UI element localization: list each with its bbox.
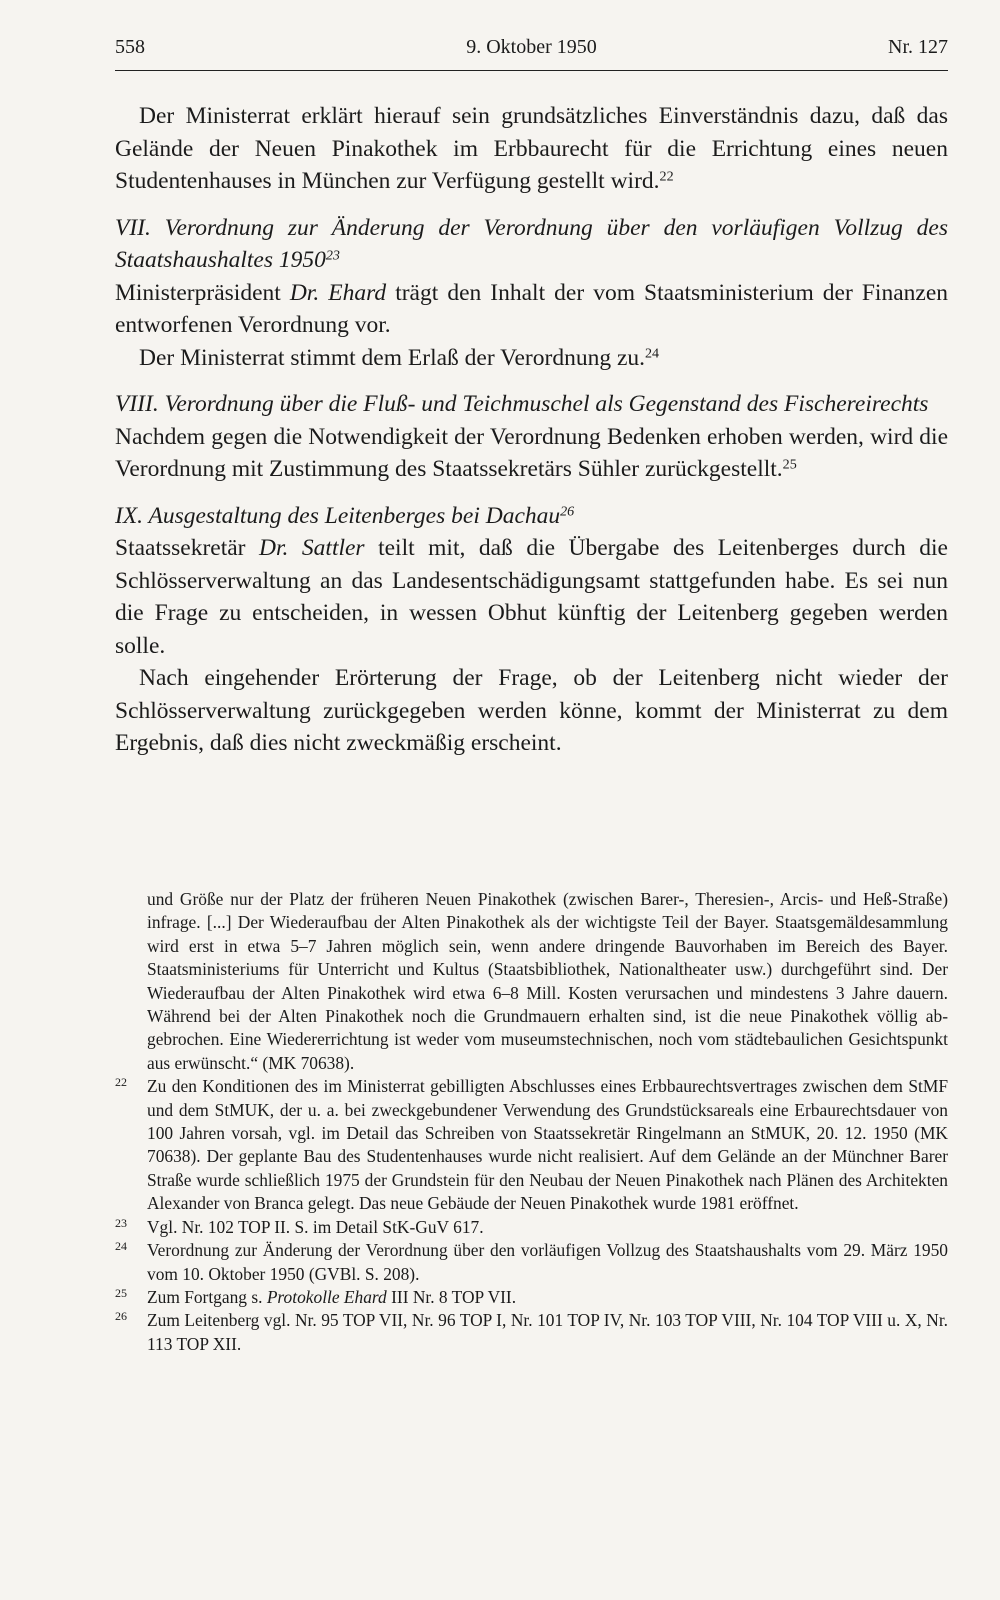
footnote-number: 24 — [115, 1239, 127, 1254]
footnote-continuation: und Größe nur der Platz der früheren Neuen Pinakothek (zwischen Barer-, Theresien-, Arcis- und Heß-Straße) infrage. [...] Der Wiederaufbau der Alten Pinakothek als der wichtigste Teil der Bayer. Staatsgemäldesammlung wird erst in etwa 5–7 Jahren möglich sein, wenn andere dringende Bauvorhaben im Bereich des Bayer. Staatsministeriums für Unterricht und Kultus (Staatsbibliothek, Nationaltheater usw.) durchgeführt sind. Der Wiederaufbau der Alten Pinakothek wird etwa 6–8 Mill. Kosten verursachen und mindestens 3 Jahre dauern. Während bei der Alten Pinakothek noch die Grundmauern erhalten sind, ist die neue Pinakothek völlig abgebrochen. Eine Wiedererrichtung ist weder vom museumstechnischen, noch vom städtebaulichen Gesichtspunkt aus erwünscht.“ (MK 70638). — [147, 889, 948, 1073]
paragraph: Nachdem gegen die Notwendigkeit der Verordnung Bedenken erhoben werden, wird die Verordnung mit Zustimmung des Staatssekretärs Sühler zurückgestellt.$^{25}$ — [115, 423, 948, 482]
paragraph: Ministerpräsident Dr. Ehard trägt den Inhalt der vom Staatsministerium der Finanzen entworfenen Verordnung vor. — [115, 279, 949, 338]
footnote-number: 22 — [115, 1075, 127, 1090]
work-title: Protokolle Ehard — [266, 1286, 387, 1307]
footnote-ref: 22 — [659, 168, 674, 185]
footnote-24: 24 Verordnung zur Änderung der Verordnung über den vorläufigen Vollzug des Staatshaushalts vom 29. März 1950 vom 10. Oktober 1950 (GVBl. S. 208). — [115, 1239, 948, 1286]
person-name: Dr. Sattler — [259, 535, 365, 561]
paragraph: Staatssekretär Dr. Sattler teilt mit, daß die Übergabe des Leitenberges durch die Schlösserverwaltung an das Landesentschädigungsamt stattgefunden habe. Es sei nun die Frage zu entscheiden, in wessen Obhut künftig der Leitenberg gegeben werden solle. — [115, 535, 948, 659]
footnotes — [115, 888, 948, 1356]
section-heading-viii: VIII. Verordnung über die Fluß- und Teichmuschel als Gegenstand des Fischereirechts — [115, 391, 929, 417]
header-date: 9. Oktober 1950 — [466, 36, 597, 58]
issue-number: Nr. 127 — [888, 36, 948, 58]
footnote-ref: 24 — [645, 344, 660, 361]
running-head — [115, 36, 948, 70]
paragraph: Nach eingehender Erörterung der Frage, ob der Leitenberg nicht wieder der Schlösserverwaltung zurückgegeben werden könne, kommt der Ministerrat zu dem Ergebnis, daß dies nicht zweckmäßig erscheint. — [115, 665, 948, 756]
footnote-26: 26 Zum Leitenberg vgl. Nr. 95 TOP VII, Nr. 96 TOP I, Nr. 101 TOP IV, Nr. 103 TOP VIII, Nr. 104 TOP VIII u. X, Nr. 113 TOP XII. — [115, 1309, 948, 1356]
footnote-number: 25 — [115, 1285, 127, 1300]
footnote-ref: 26 — [560, 502, 575, 519]
page-number: 558 — [115, 36, 145, 58]
section-heading-ix: IX. Ausgestaltung des Leitenberges bei Dachau$^{26}$ — [115, 502, 575, 529]
person-name: Dr. Ehard — [289, 279, 387, 306]
header-rule — [115, 70, 948, 71]
paragraph: Der Ministerrat stimmt dem Erlaß der Verordnung zu.$^{24}$ — [139, 344, 660, 371]
footnote-23: 23 Vgl. Nr. 102 TOP II. S. im Detail StK-GuV 617. — [115, 1216, 948, 1239]
footnote-25: 25 Zum Fortgang s. Protokolle Ehard III Nr. 8 TOP VII. — [115, 1286, 948, 1309]
footnote-ref: 23 — [325, 247, 340, 264]
main-text — [115, 100, 948, 760]
section-heading-vii: VII. Verordnung zur Änderung der Verordnung über den vorläufigen Vollzug des Staatshaushaltes 1950$^{23}$ — [115, 214, 948, 273]
footnote-ref: 25 — [782, 456, 797, 473]
footnote-22: 22 Zu den Konditionen des im Ministerrat gebilligten Abschlusses eines Erbbaurechtsvertrages zwischen dem StMF und dem StMUK, der u. a. bei zweckgebundener Verwendung des Grundstücksareals eine Erbaurechtsdauer von 100 Jahren vorsah, vgl. im Detail das Schreiben von Staatssekretär Ringelmann an StMUK, 20. 12. 1950 (MK 70638). Der geplante Bau des Studentenhauses wurde nicht realisiert. Auf dem Gelände an der Münchner Barer Straße wurde schließlich 1975 der Grundstein für den Neubau der Neuen Pinakothek nach Plänen des Architekten Alexander von Branca gelegt. Das neue Gebäude der Neuen Pinakothek wurde 1981 eröffnet. — [115, 1075, 948, 1215]
paragraph: Der Ministerrat erklärt hierauf sein grundsätzliches Einverständnis dazu, daß das Gelände der Neuen Pinakothek im Erbbaurecht für die Errichtung eines neuen Studentenhauses in München zur Verfügung gestellt wird.$^{22}$ — [115, 103, 948, 194]
footnote-number: 23 — [115, 1215, 127, 1230]
footnote-number: 26 — [115, 1309, 127, 1324]
